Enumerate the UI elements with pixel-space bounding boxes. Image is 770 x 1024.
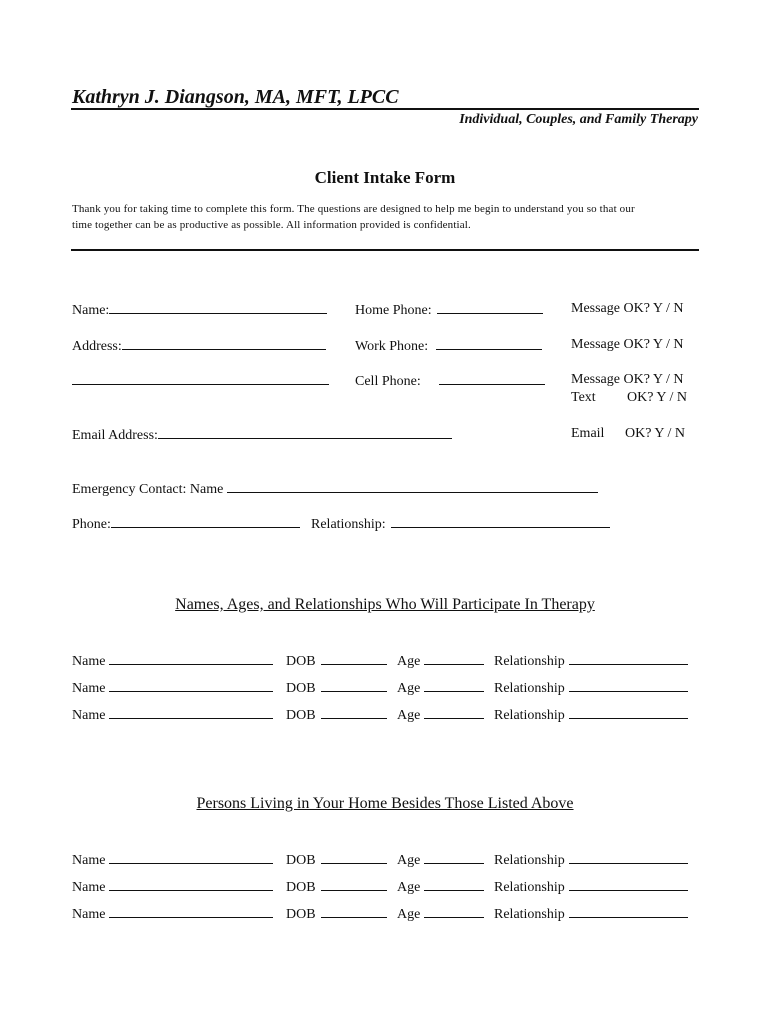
household-relationship-field[interactable]	[494, 878, 688, 896]
household-relationship-field[interactable]	[494, 851, 688, 869]
participant-relationship-label: Relationship	[494, 654, 565, 669]
emergency-contact-line[interactable]	[227, 480, 598, 493]
participant-name-line[interactable]	[109, 706, 273, 719]
emergency-contact-field[interactable]	[72, 480, 598, 498]
participant-relationship-field[interactable]	[494, 652, 688, 670]
household-name-field[interactable]	[72, 905, 273, 923]
address-line-2[interactable]	[72, 372, 329, 390]
household-dob-field[interactable]	[286, 851, 387, 869]
household-dob-label: DOB	[286, 907, 316, 922]
participant-age-field[interactable]	[397, 706, 484, 724]
household-name-line[interactable]	[109, 878, 273, 891]
household-age-field[interactable]	[397, 878, 484, 896]
emergency-relationship-label: Relationship:	[311, 517, 386, 532]
work-message-ok[interactable]: Message OK? Y / N	[571, 337, 684, 352]
participant-name-field[interactable]	[72, 706, 273, 724]
emergency-contact-label: Emergency Contact: Name	[72, 482, 224, 497]
participant-dob-label: DOB	[286, 708, 316, 723]
name-label: Name:	[72, 303, 110, 318]
cell-phone-field[interactable]	[355, 372, 545, 390]
home-message-ok[interactable]: Message OK? Y / N	[571, 301, 684, 316]
emergency-relationship-field[interactable]	[311, 515, 610, 533]
household-name-label: Name	[72, 880, 106, 895]
household-age-field[interactable]	[397, 905, 484, 923]
home-phone-label: Home Phone:	[355, 303, 432, 318]
participant-name-field[interactable]	[72, 679, 273, 697]
household-age-line[interactable]	[424, 878, 484, 891]
household-relationship-line[interactable]	[569, 878, 688, 891]
participant-relationship-label: Relationship	[494, 681, 565, 696]
email-address-label: Email Address:	[72, 428, 158, 443]
participant-name-field[interactable]	[72, 652, 273, 670]
participant-name-label: Name	[72, 708, 106, 723]
participant-name-line[interactable]	[109, 652, 273, 665]
header-rule	[71, 108, 699, 110]
text-ok[interactable]: OK? Y / N	[627, 390, 688, 405]
email-label: Email	[571, 426, 605, 441]
participant-relationship-field[interactable]	[494, 679, 688, 697]
household-dob-line[interactable]	[321, 851, 387, 864]
participant-age-line[interactable]	[424, 652, 484, 665]
household-name-field[interactable]	[72, 851, 273, 869]
participant-age-line[interactable]	[424, 679, 484, 692]
participant-age-field[interactable]	[397, 679, 484, 697]
name-line[interactable]	[109, 301, 327, 314]
participant-dob-line[interactable]	[321, 652, 387, 665]
household-relationship-field[interactable]	[494, 905, 688, 923]
household-heading: Persons Living in Your Home Besides Those Listed Above	[196, 795, 574, 812]
participants-heading: Names, Ages, and Relationships Who Will Participate In Therapy	[175, 596, 595, 613]
address-line[interactable]	[122, 337, 326, 350]
household-name-label: Name	[72, 853, 106, 868]
household-age-field[interactable]	[397, 851, 484, 869]
participant-name-label: Name	[72, 681, 106, 696]
household-relationship-label: Relationship	[494, 853, 565, 868]
home-phone-line[interactable]	[437, 301, 543, 314]
participant-age-line[interactable]	[424, 706, 484, 719]
practitioner-name: Kathryn J. Diangson, MA, MFT, LPCC	[72, 86, 399, 108]
form-title: Client Intake Form	[314, 168, 456, 187]
email-address-field[interactable]	[72, 426, 452, 444]
intro-text-line-2: time together can be as productive as possible. All information provided is confidential.	[72, 219, 471, 231]
address-line-2-blank[interactable]	[72, 372, 329, 385]
participant-age-label: Age	[397, 654, 421, 669]
address-field[interactable]	[72, 337, 326, 355]
emergency-relationship-line[interactable]	[391, 515, 610, 528]
participant-relationship-line[interactable]	[569, 706, 688, 719]
household-relationship-label: Relationship	[494, 880, 565, 895]
participant-dob-label: DOB	[286, 654, 316, 669]
address-label: Address:	[72, 339, 122, 354]
household-age-line[interactable]	[424, 905, 484, 918]
participant-dob-label: DOB	[286, 681, 316, 696]
household-dob-line[interactable]	[321, 905, 387, 918]
household-age-line[interactable]	[424, 851, 484, 864]
household-relationship-line[interactable]	[569, 851, 688, 864]
participant-dob-line[interactable]	[321, 679, 387, 692]
emergency-phone-field[interactable]	[72, 515, 300, 533]
household-relationship-label: Relationship	[494, 907, 565, 922]
household-dob-label: DOB	[286, 853, 316, 868]
household-name-line[interactable]	[109, 851, 273, 864]
participant-relationship-label: Relationship	[494, 708, 565, 723]
emergency-phone-line[interactable]	[111, 515, 300, 528]
household-name-field[interactable]	[72, 878, 273, 896]
household-relationship-line[interactable]	[569, 905, 688, 918]
practice-tagline: Individual, Couples, and Family Therapy	[459, 112, 698, 127]
household-name-line[interactable]	[109, 905, 273, 918]
emergency-phone-label: Phone:	[72, 517, 111, 532]
participant-name-line[interactable]	[109, 679, 273, 692]
work-phone-field[interactable]	[355, 337, 542, 355]
household-dob-label: DOB	[286, 880, 316, 895]
participant-age-label: Age	[397, 681, 421, 696]
home-phone-field[interactable]	[355, 301, 543, 319]
work-phone-line[interactable]	[436, 337, 542, 350]
cell-phone-line[interactable]	[439, 372, 545, 385]
participant-dob-line[interactable]	[321, 706, 387, 719]
work-phone-label: Work Phone:	[355, 339, 429, 354]
participant-dob-field[interactable]	[286, 706, 387, 724]
cell-phone-label: Cell Phone:	[355, 374, 421, 389]
participant-dob-field[interactable]	[286, 679, 387, 697]
household-dob-field[interactable]	[286, 878, 387, 896]
household-age-label: Age	[397, 880, 421, 895]
cell-message-ok[interactable]: Message OK? Y / N	[571, 372, 684, 387]
participant-age-label: Age	[397, 708, 421, 723]
participant-relationship-field[interactable]	[494, 706, 688, 724]
text-label: Text	[571, 390, 596, 405]
intro-text-line-1: Thank you for taking time to complete this form. The questions are designed to help me begin to understand you so that our	[72, 203, 635, 215]
participant-relationship-line[interactable]	[569, 652, 688, 665]
household-dob-field[interactable]	[286, 905, 387, 923]
household-dob-line[interactable]	[321, 878, 387, 891]
participant-dob-field[interactable]	[286, 652, 387, 670]
participant-relationship-line[interactable]	[569, 679, 688, 692]
email-address-line[interactable]	[158, 426, 452, 439]
email-ok[interactable]: OK? Y / N	[625, 426, 686, 441]
household-name-label: Name	[72, 907, 106, 922]
name-field[interactable]	[72, 301, 327, 319]
participant-age-field[interactable]	[397, 652, 484, 670]
participant-name-label: Name	[72, 654, 106, 669]
household-age-label: Age	[397, 907, 421, 922]
household-age-label: Age	[397, 853, 421, 868]
section-rule	[71, 249, 699, 251]
